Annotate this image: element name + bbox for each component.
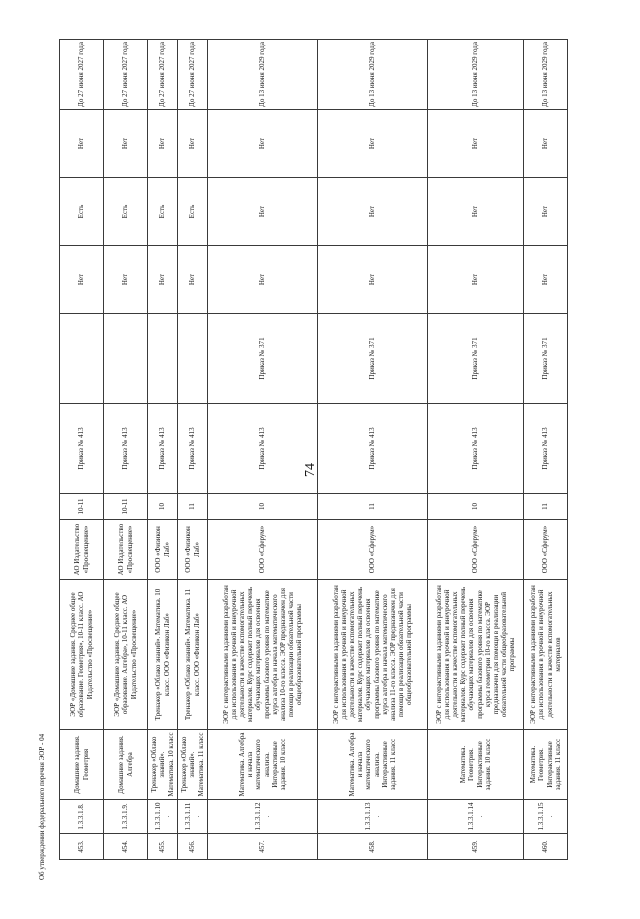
row-order-2: Приказ № 371 xyxy=(318,314,428,404)
row-flag-1: Нет xyxy=(318,246,428,314)
row-code: 1.3.3.1.15. xyxy=(524,800,568,834)
row-description: Тренажер «Облако знаний». Математика. 10 класс. ООО «Физикон Лаб» xyxy=(148,580,178,730)
row-flag-2: Нет xyxy=(524,178,568,246)
row-date: До 13 июня 2029 года xyxy=(428,40,524,110)
row-name: Математика. Алгебра и начала математического анализа. Интерактивные задания. 11 класс xyxy=(318,730,428,800)
eor-table xyxy=(59,39,568,860)
row-name: Математика. Геометрия. Интерактивные задания. 10 класс xyxy=(428,730,524,800)
row-number: 458. xyxy=(318,834,428,860)
row-flag-3: Нет xyxy=(104,110,148,178)
row-name: Математика. Геометрия. Интерактивные задания. 11 класс xyxy=(524,730,568,800)
row-number: 455. xyxy=(148,834,178,860)
table-row xyxy=(60,40,104,860)
table-row xyxy=(524,40,568,860)
row-description: ЭОР с интерактивными заданиями разработан для использования в урочной и внеурочной деятельности в качестве вспомогательных материалов. Курс содержит полный перечень обучающих материалов для освоения программы базового уровня по математике курса алгебра и начала математического анализа 11-го класса. ЭОР предназначен для помощи в реализации обязательной части общеобразовательной программы xyxy=(318,580,428,730)
row-code: 1.3.3.1.8. xyxy=(60,800,104,834)
row-date: До 27 июня 2027 года xyxy=(104,40,148,110)
row-name: Домашние задания. Алгебра xyxy=(104,730,148,800)
row-publisher: ООО «Сферум» xyxy=(318,520,428,580)
row-number: 454. xyxy=(104,834,148,860)
row-code: 1.3.3.1.11. xyxy=(178,800,208,834)
footnote: Об утверждении федерального перечня ЭОР - 04 xyxy=(38,733,46,880)
row-flag-2: Есть xyxy=(178,178,208,246)
row-grade: 11 xyxy=(524,494,568,520)
row-publisher: ООО «Сферум» xyxy=(428,520,524,580)
row-flag-1: Нет xyxy=(428,246,524,314)
page-number: 74 xyxy=(303,463,318,477)
row-description: ЭОР с интерактивными заданиями разработан для использования в урочной и внеурочной деятельности в качестве вспомогательных материалов. Курс содержит полный перечень обучающих материалов для освоения программы базового уровня по математике курса алгебра и начала математического анализа 10-го класса. ЭОР предназначен для помощи в реализации обязательной части общеобразовательной программы xyxy=(208,580,318,730)
row-name: Тренажер «Облако знаний». Математика. 11 класс xyxy=(178,730,208,800)
row-grade: 10-11 xyxy=(104,494,148,520)
row-order-1: Приказ № 413 xyxy=(428,404,524,494)
row-order-1: Приказ № 413 xyxy=(524,404,568,494)
row-flag-2: Есть xyxy=(104,178,148,246)
row-date: До 13 июня 2029 года xyxy=(524,40,568,110)
row-flag-3: Нет xyxy=(208,110,318,178)
row-order-2 xyxy=(104,314,148,404)
row-order-1: Приказ № 413 xyxy=(148,404,178,494)
table-row xyxy=(148,40,178,860)
row-date: До 27 июня 2027 года xyxy=(60,40,104,110)
row-description: ЭОР «Домашние задания. Среднее общее образование. Алгебра», 10-11 класс. АО Издательство «Просвещение» xyxy=(104,580,148,730)
row-publisher: ООО «Физикон Лаб» xyxy=(148,520,178,580)
table-row xyxy=(428,40,524,860)
row-name: Тренажер «Облако знаний». Математика. 10 класс xyxy=(148,730,178,800)
table-row xyxy=(178,40,208,860)
row-grade: 10 xyxy=(428,494,524,520)
row-code: 1.3.3.1.14. xyxy=(428,800,524,834)
row-number: 460. xyxy=(524,834,568,860)
row-grade: 11 xyxy=(318,494,428,520)
row-order-1: Приказ № 413 xyxy=(104,404,148,494)
row-flag-1: Нет xyxy=(524,246,568,314)
row-grade: 10 xyxy=(208,494,318,520)
row-description: ЭОР с интерактивными заданиями разработан для использования в урочной и внеурочной деятельности в качестве вспомогательных материалов xyxy=(524,580,568,730)
table-row xyxy=(208,40,318,860)
row-name: Математика. Алгебра и начала математического анализа. Интерактивные задания. 10 класс xyxy=(208,730,318,800)
row-code: 1.3.3.1.10. xyxy=(148,800,178,834)
row-flag-3: Нет xyxy=(318,110,428,178)
table-row xyxy=(104,40,148,860)
row-number: 456. xyxy=(178,834,208,860)
row-code: 1.3.3.1.13. xyxy=(318,800,428,834)
row-flag-2: Нет xyxy=(318,178,428,246)
rotated-table-container xyxy=(59,40,567,860)
row-publisher: ООО «Сферум» xyxy=(208,520,318,580)
row-order-2: Приказ № 371 xyxy=(208,314,318,404)
row-order-1: Приказ № 413 xyxy=(60,404,104,494)
row-flag-1: Нет xyxy=(104,246,148,314)
row-flag-3: Нет xyxy=(178,110,208,178)
row-code: 1.3.3.1.12. xyxy=(208,800,318,834)
row-flag-2: Есть xyxy=(148,178,178,246)
row-description: ЭОР «Домашние задания. Среднее общее образование. Геометрия», 10-11 класс. АО Издательство «Просвещение» xyxy=(60,580,104,730)
row-order-2: Приказ № 371 xyxy=(524,314,568,404)
row-publisher: АО Издательство «Просвещение» xyxy=(60,520,104,580)
row-flag-1: Нет xyxy=(208,246,318,314)
row-date: До 27 июня 2027 года xyxy=(178,40,208,110)
row-flag-3: Нет xyxy=(148,110,178,178)
table-row xyxy=(318,40,428,860)
row-date: До 27 июня 2027 года xyxy=(148,40,178,110)
row-flag-2: Нет xyxy=(428,178,524,246)
row-flag-3: Нет xyxy=(60,110,104,178)
row-order-2 xyxy=(148,314,178,404)
row-order-1: Приказ № 413 xyxy=(208,404,318,494)
row-code: 1.3.3.1.9. xyxy=(104,800,148,834)
table-body xyxy=(60,40,568,860)
row-flag-1: Нет xyxy=(60,246,104,314)
row-number: 459. xyxy=(428,834,524,860)
row-date: До 13 июня 2029 года xyxy=(208,40,318,110)
row-publisher: ООО «Сферум» xyxy=(524,520,568,580)
row-date: До 13 июня 2029 года xyxy=(318,40,428,110)
row-order-2 xyxy=(60,314,104,404)
row-flag-1: Нет xyxy=(178,246,208,314)
row-description: ЭОР с интерактивными заданиями разработан для использования в урочной и внеурочной деятельности в качестве вспомогательных материалов. Курс содержит полный перечень обучающих материалов для освоения программы базового уровня по математике курса геометрии 10-го класса. ЭОР предназначен для помощи в реализации обязательной части общеобразовательной программы xyxy=(428,580,524,730)
row-order-2: Приказ № 371 xyxy=(428,314,524,404)
row-order-1: Приказ № 413 xyxy=(318,404,428,494)
row-flag-3: Нет xyxy=(524,110,568,178)
row-flag-1: Нет xyxy=(148,246,178,314)
row-flag-3: Нет xyxy=(428,110,524,178)
row-order-2 xyxy=(178,314,208,404)
row-name: Домашние задания. Геометрия xyxy=(60,730,104,800)
row-number: 457. xyxy=(208,834,318,860)
row-publisher: ООО «Физикон Лаб» xyxy=(178,520,208,580)
row-description: Тренажер «Облако знаний». Математика. 11 класс. ООО «Физикон Лаб» xyxy=(178,580,208,730)
row-grade: 11 xyxy=(178,494,208,520)
row-flag-2: Есть xyxy=(60,178,104,246)
row-grade: 10 xyxy=(148,494,178,520)
row-flag-2: Нет xyxy=(208,178,318,246)
row-grade: 10-11 xyxy=(60,494,104,520)
row-number: 453. xyxy=(60,834,104,860)
row-publisher: АО Издательство «Просвещение» xyxy=(104,520,148,580)
row-order-1: Приказ № 413 xyxy=(178,404,208,494)
